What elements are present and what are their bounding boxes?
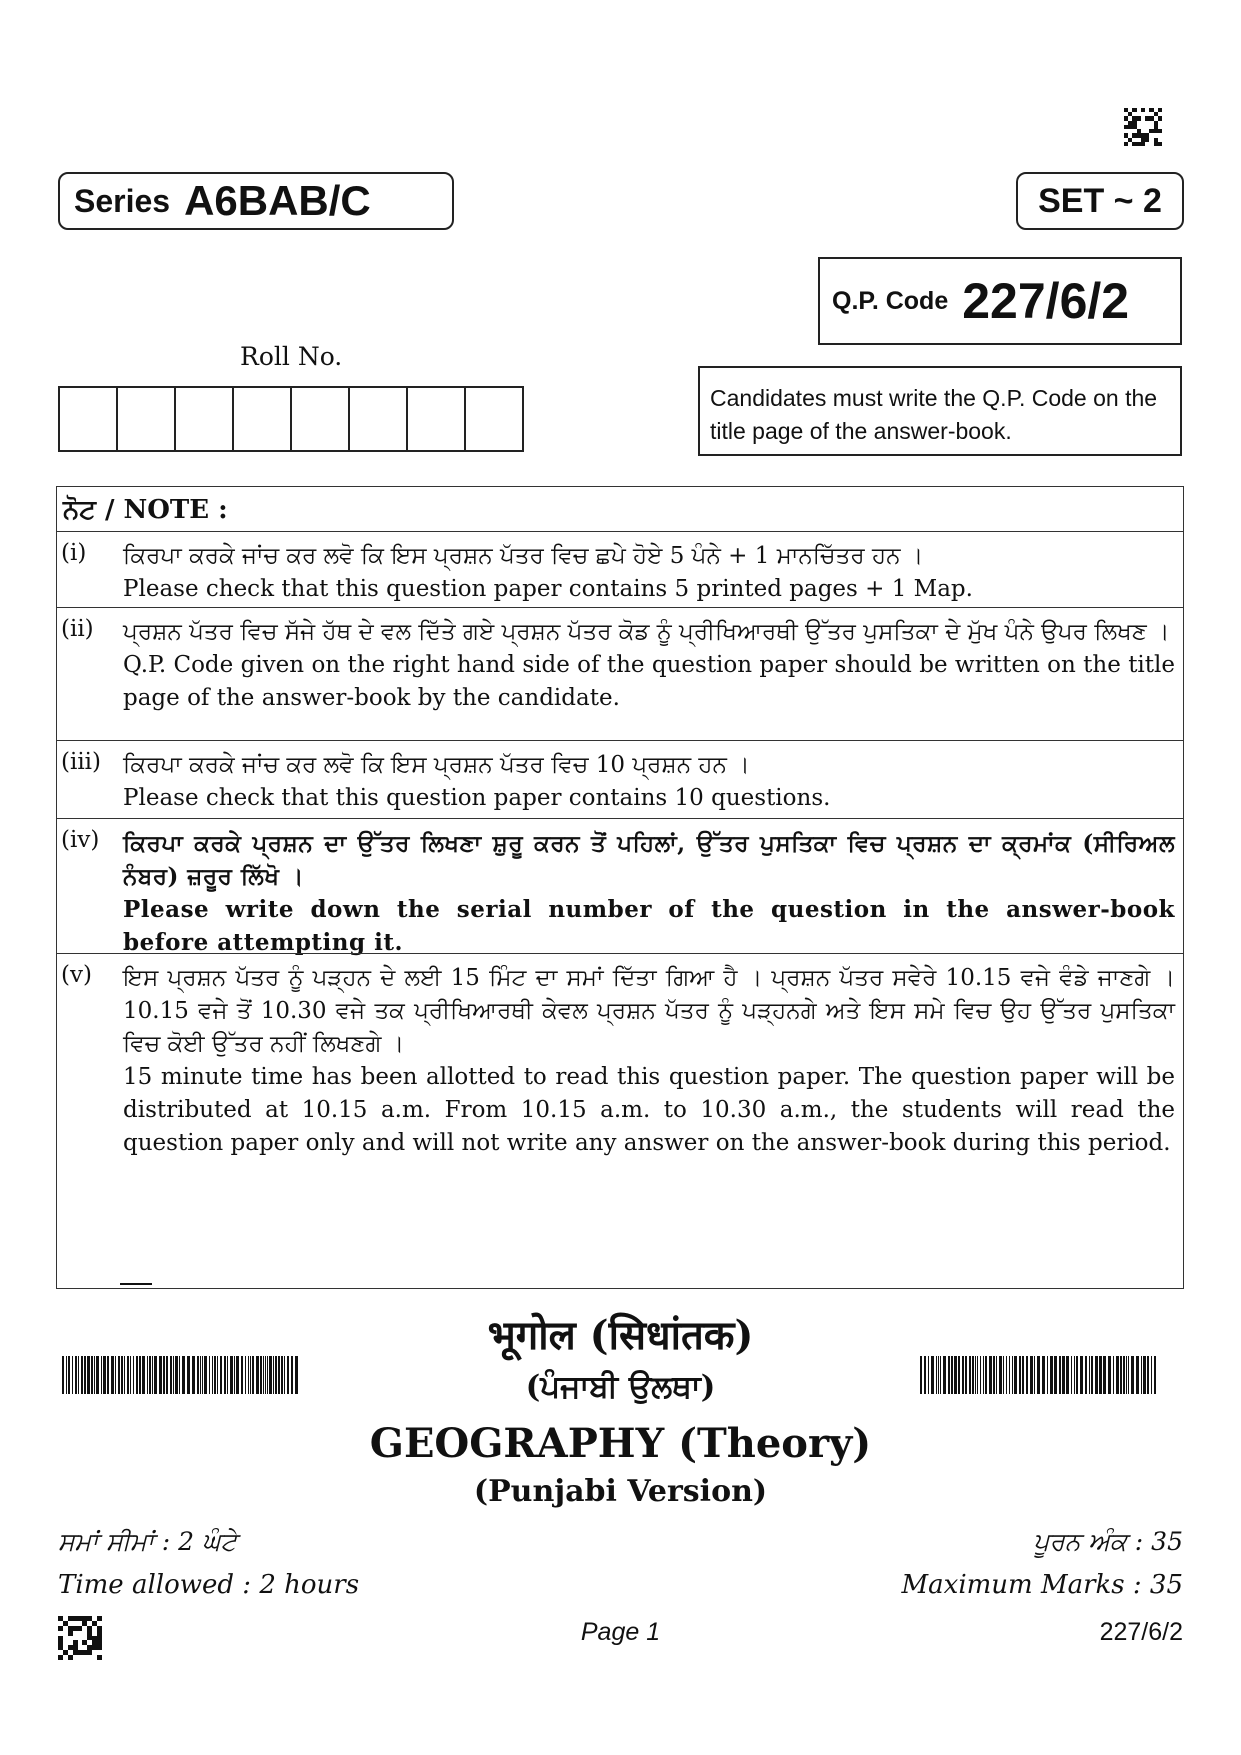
note-text-punjabi: ਕਿਰਪਾ ਕਰਕੇ ਜਾਂਚ ਕਰ ਲਵੋ ਕਿ ਇਸ ਪ੍ਰਸ਼ਨ ਪੱਤਰ ਵਿਚ ਛਪੇ ਹੋਏ 5 ਪੰਨੇ + 1 ਮਾਨਚਿੱਤਰ ਹਨ । xyxy=(123,543,924,569)
time-allowed-punjabi: ਸਮਾਂ ਸੀਮਾਂ : 2 ਘੰਟੇ xyxy=(58,1527,237,1556)
roll-no-box[interactable] xyxy=(350,388,408,450)
roll-no-label: Roll No. xyxy=(240,342,343,371)
note-text-english: Please write down the serial number of the question in the answer-book before attempting it. xyxy=(123,896,1175,956)
handwritten-underline-mark xyxy=(120,1283,152,1285)
note-text-english: 15 minute time has been allotted to read this question paper. The question paper will be distributed at 10.15 a.m. From 10.15 a.m. to 10.30 a.m., the students will read the question paper only and will not write any answer on the answer-book during this period. xyxy=(123,1064,1175,1156)
note-text-punjabi: ਕਿਰਪਾ ਕਰਕੇ ਜਾਂਚ ਕਰ ਲਵੋ ਕਿ ਇਸ ਪ੍ਰਸ਼ਨ ਪੱਤਰ ਵਿਚ 10 ਪ੍ਰਸ਼ਨ ਹਨ । xyxy=(123,752,750,778)
note-number: (iii) xyxy=(61,749,102,775)
note-text-english: Please check that this question paper contains 5 printed pages + 1 Map. xyxy=(123,576,973,602)
roll-no-box[interactable] xyxy=(292,388,350,450)
note-number: (v) xyxy=(61,962,92,988)
series-box xyxy=(58,172,454,230)
roll-no-box[interactable] xyxy=(466,388,522,450)
set-box xyxy=(1016,172,1184,230)
time-allowed-english: Time allowed : 2 hours xyxy=(58,1570,360,1600)
note-heading: ਨੋਟ / NOTE : xyxy=(63,495,228,525)
title-version: (Punjabi Version) xyxy=(473,1474,768,1509)
note-item xyxy=(57,953,1183,1290)
roll-no-box[interactable] xyxy=(176,388,234,450)
set-label: SET ~ 2 xyxy=(1038,181,1162,220)
note-text-punjabi: ਇਸ ਪ੍ਰਸ਼ਨ ਪੱਤਰ ਨੂੰ ਪੜ੍ਹਨ ਦੇ ਲਈ 15 ਮਿੰਟ ਦਾ ਸਮਾਂ ਦਿੱਤਾ ਗਿਆ ਹੈ । ਪ੍ਰਸ਼ਨ ਪੱਤਰ ਸਵੇਰੇ 10.15 ਵਜੇ ਵੰਡੇ ਜਾਣਗੇ । 10.15 ਵਜੇ ਤੋਂ 10.30 ਵਜੇ ਤਕ ਪ੍ਰੀਖਿਆਰਥੀ ਕੇਵਲ ਪ੍ਰਸ਼ਨ ਪੱਤਰ ਨੂੰ ਪੜ੍ਹਨਗੇ ਅਤੇ ਇਸ ਸਮੇ ਵਿਚ ਉਹ ਉੱਤਰ ਪੁਸਤਿਕਾ ਵਿਚ ਕੋਈ ਉੱਤਰ ਨਹੀਂ ਲਿਖਣਗੇ । xyxy=(123,965,1175,1057)
roll-no-grid xyxy=(58,386,524,452)
max-marks-punjabi: ਪੂਰਨ ਅੰਕ : 35 xyxy=(1033,1527,1183,1556)
note-item xyxy=(57,607,1183,740)
note-item xyxy=(57,531,1183,607)
max-marks-english: Maximum Marks : 35 xyxy=(901,1570,1183,1600)
note-text-punjabi: ਕਿਰਪਾ ਕਰਕੇ ਪ੍ਰਸ਼ਨ ਦਾ ਉੱਤਰ ਲਿਖਣਾ ਸ਼ੁਰੂ ਕਰਨ ਤੋਂ ਪਹਿਲਾਂ, ਉੱਤਰ ਪੁਸਤਿਕਾ ਵਿਚ ਪ੍ਰਸ਼ਨ ਦਾ ਕ੍ਰਮਾਂਕ (ਸੀਰਿਅਲ ਨੰਬਰ) ਜ਼ਰੂਰ ਲਿੱਖੋ । xyxy=(123,830,1175,890)
note-number: (iv) xyxy=(61,827,100,853)
qp-code-box xyxy=(818,257,1182,345)
note-number: (i) xyxy=(61,540,87,566)
note-text-punjabi: ਪ੍ਰਸ਼ਨ ਪੱਤਰ ਵਿਚ ਸੱਜੇ ਹੱਥ ਦੇ ਵਲ ਦਿੱਤੇ ਗਏ ਪ੍ਰਸ਼ਨ ਪੱਤਰ ਕੋਡ ਨੂੰ ਪ੍ਰੀਖਿਆਰਥੀ ਉੱਤਰ ਪੁਸਤਿਕਾ ਦੇ ਮੁੱਖ ਪੰਨੇ ਉਪਰ ਲਿਖਣ । xyxy=(123,619,1170,645)
note-table xyxy=(56,486,1184,1289)
roll-no-box[interactable] xyxy=(118,388,176,450)
footer-qp-code: 227/6/2 xyxy=(1099,1618,1183,1646)
note-item xyxy=(57,740,1183,818)
title-hindi: भूगोल (सिधांतक) xyxy=(487,1312,754,1359)
roll-no-box[interactable] xyxy=(234,388,292,450)
note-item xyxy=(57,818,1183,956)
page-number: Page 1 xyxy=(580,1618,661,1646)
qr-code-icon xyxy=(1124,108,1162,146)
note-text-english: Please check that this question paper contains 10 questions. xyxy=(123,785,831,811)
note-text-english: Q.P. Code given on the right hand side of the question paper should be written on the title page of the answer-book by the candidate. xyxy=(123,652,1175,711)
qp-code-label: Q.P. Code xyxy=(832,286,949,315)
title-punjabi: (ਪੰਜਾਬੀ ਉਲਥਾ) xyxy=(525,1369,716,1405)
roll-no-box[interactable] xyxy=(60,388,118,450)
qp-code-value: 227/6/2 xyxy=(962,273,1130,329)
series-label: Series xyxy=(74,182,171,219)
title-english: GEOGRAPHY (Theory) xyxy=(369,1420,872,1467)
roll-no-box[interactable] xyxy=(408,388,466,450)
note-number: (ii) xyxy=(61,616,94,642)
candidate-instruction: Candidates must write the Q.P. Code on the title page of the answer-book. xyxy=(698,366,1182,456)
series-value: A6BAB/C xyxy=(184,177,371,224)
